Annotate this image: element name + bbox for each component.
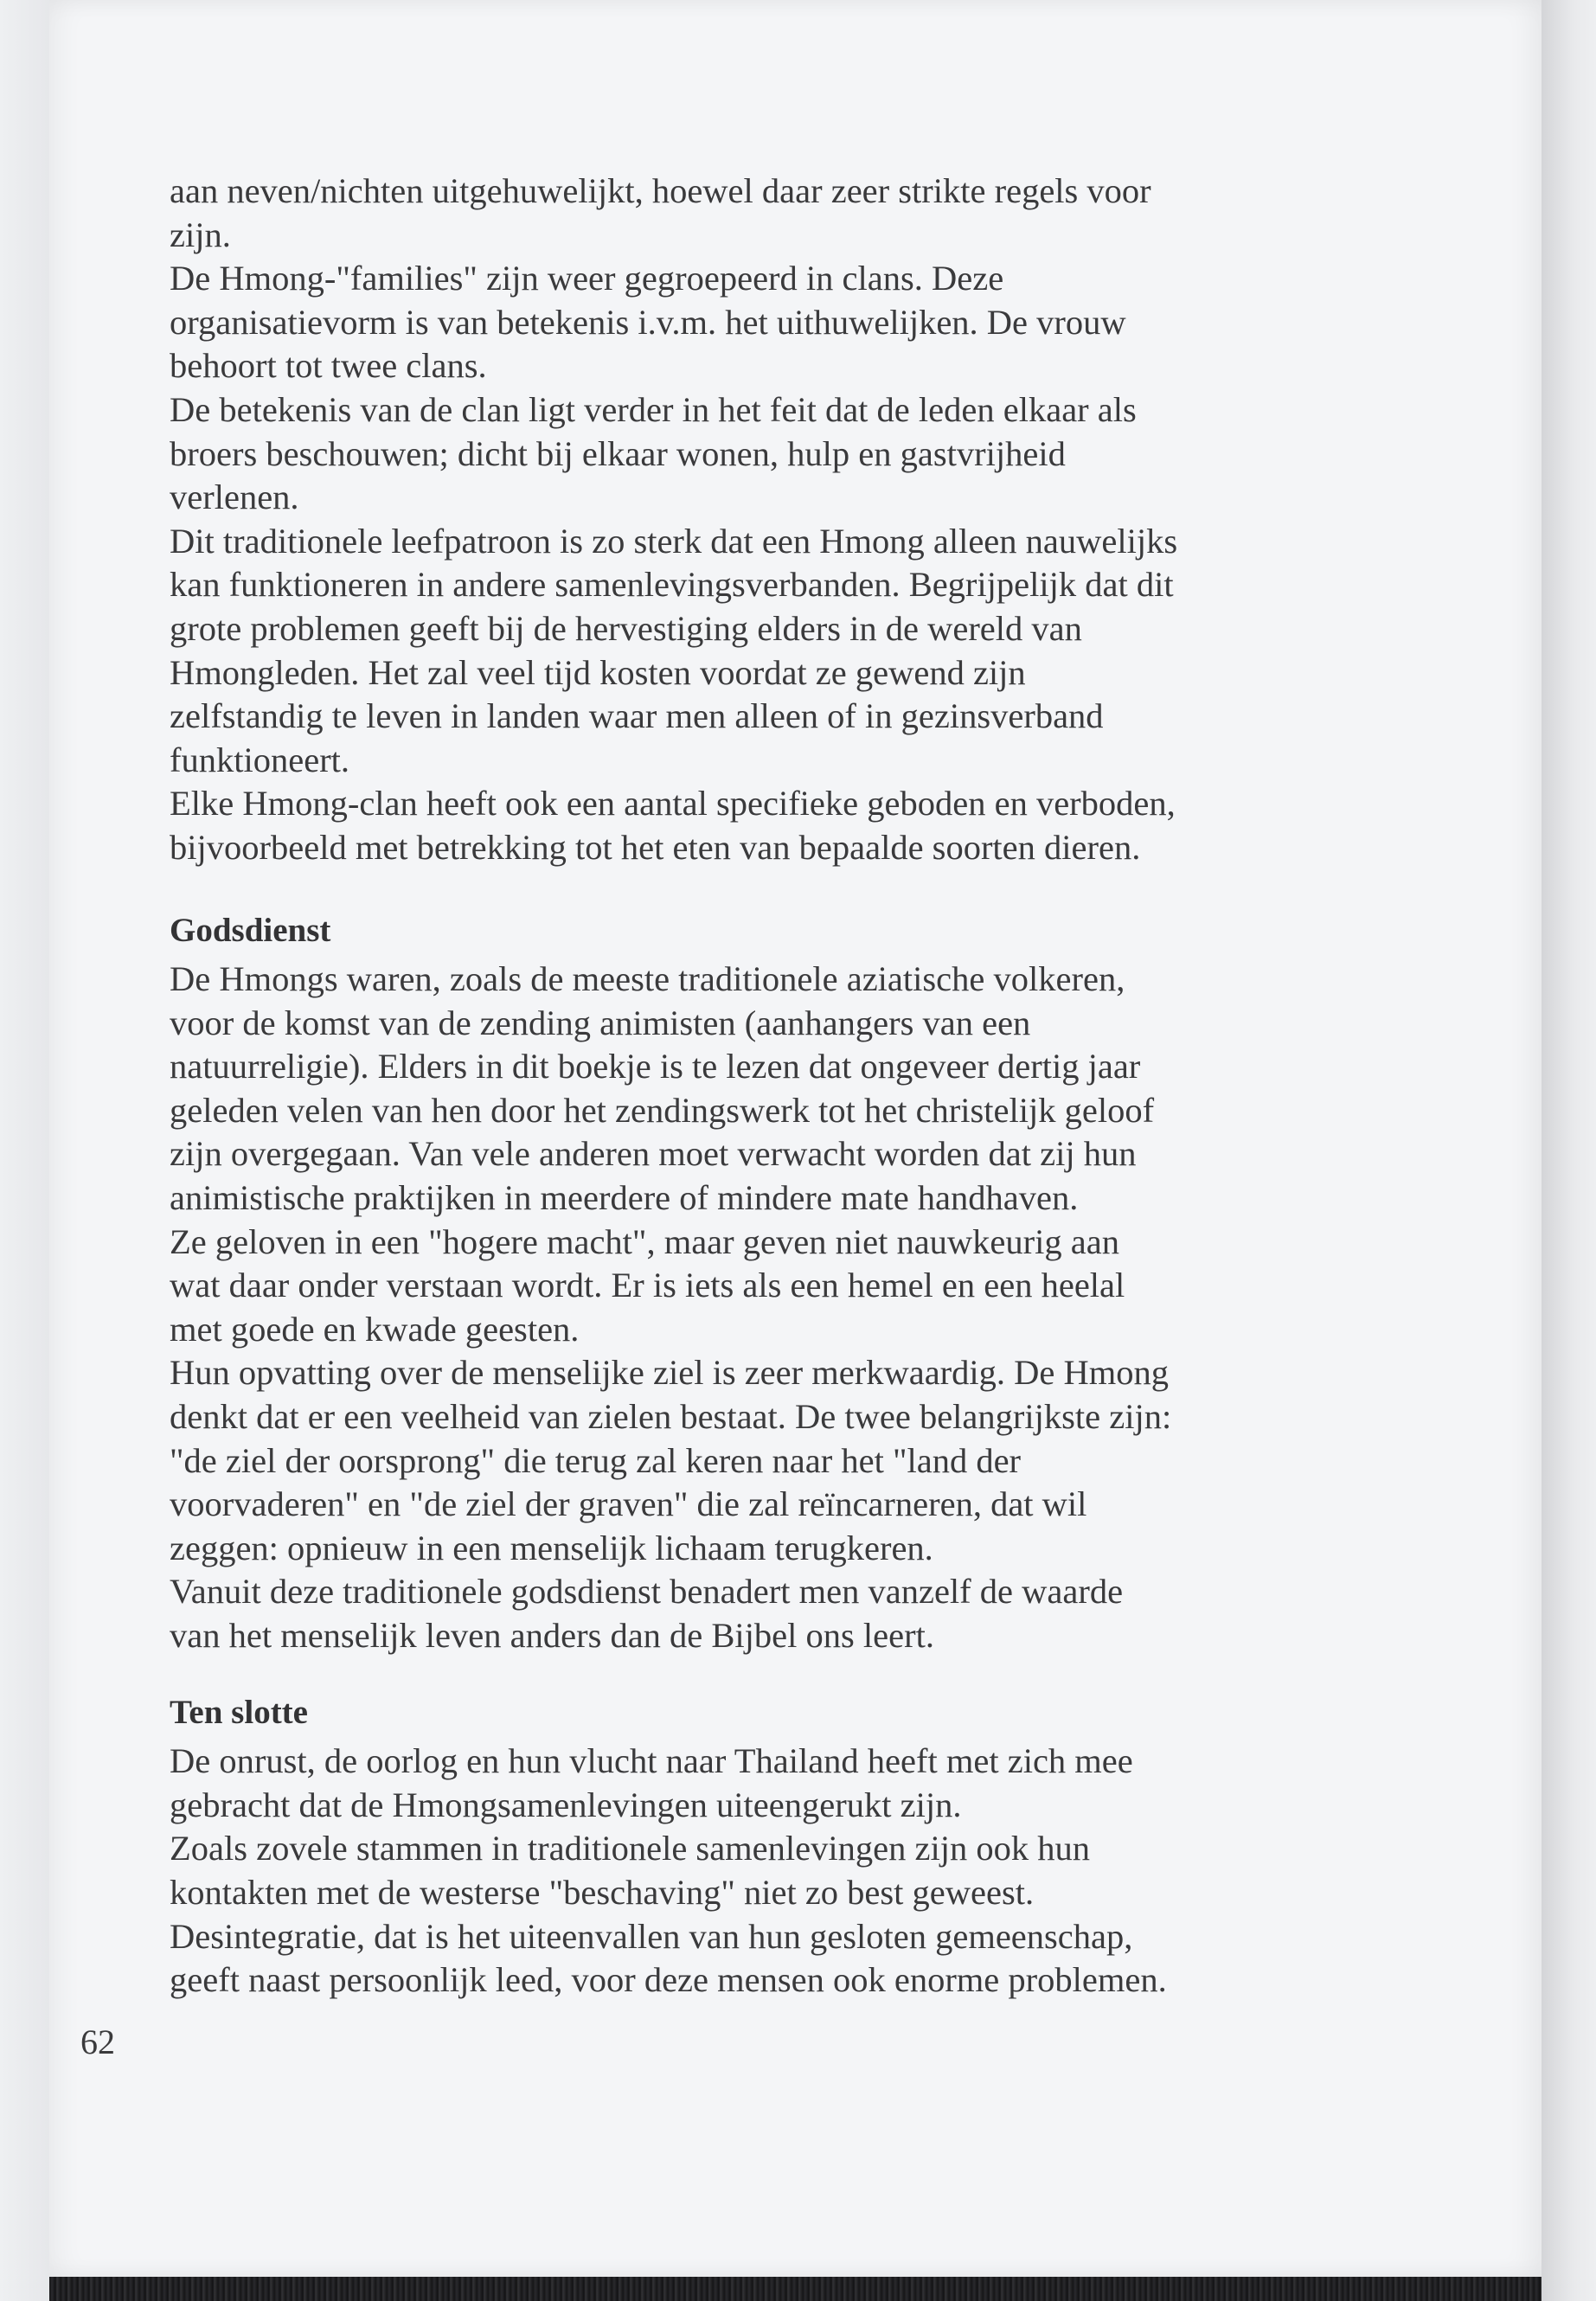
page-text <box>170 170 1433 2003</box>
paragraph: Hun opvatting over de menselijke ziel is zeer merkwaardig. De Hmong denkt dat er een veelheid van zielen bestaat. De twee belangrijkste zijn: "de ziel der oorsprong" die terug zal keren naar het "land der voorvaderen" en "de ziel der graven" die zal reïncarneren, dat wil zeggen: opnieuw in een menselijk lichaam terugkeren. <box>170 1353 1172 1567</box>
section-heading-ten-slotte: Ten slotte <box>170 1693 308 1731</box>
scan-bottom-edge <box>49 2277 1542 2301</box>
paragraph: Elke Hmong-clan heeft ook een aantal specifieke geboden en verboden, bijvoorbeeld met betrekking tot het eten van bepaalde soorten dieren. <box>170 784 1176 867</box>
paragraph: De betekenis van de clan ligt verder in het feit dat de leden elkaar als broers beschouwen; dicht bij elkaar wonen, hulp en gastvrijheid verlenen. <box>170 389 1137 517</box>
paragraph: Desintegratie, dat is het uiteenvallen van hun gesloten gemeenschap, geeft naast persoonlijk leed, voor deze mensen ook enorme problemen. <box>170 1916 1167 2000</box>
right-scan-margin <box>1542 0 1596 2301</box>
paragraph: Dit traditionele leefpatroon is zo sterk dat een Hmong alleen nauwelijks kan funktioneren in andere samenlevingsverbanden. Begrijpelijk dat dit grote problemen geeft bij de hervestiging elders in de wereld van Hmongleden. Het zal veel tijd kosten voordat ze gewend zijn zelfstandig te leven in landen waar men alleen of in gezinsverband funktioneert. <box>170 521 1178 779</box>
left-scan-margin <box>0 0 49 2301</box>
section-heading-godsdienst: Godsdienst <box>170 911 331 949</box>
paragraph: De Hmong-"families" zijn weer gegroepeerd in clans. Deze organisatievorm is van betekenis i.v.m. het uithuwelijken. De vrouw behoort tot twee clans. <box>170 259 1126 386</box>
paragraph: Vanuit deze traditionele godsdienst benadert men vanzelf de waarde van het menselijk leven anders dan de Bijbel ons leert. <box>170 1572 1124 1655</box>
paragraph: Ze geloven in een "hogere macht", maar geven niet nauwkeurig aan wat daar onder verstaan wordt. Er is iets als een hemel en een heelal met goede en kwade geesten. <box>170 1221 1125 1349</box>
paragraph: aan neven/nichten uitgehuwelijkt, hoewel daar zeer strikte regels voor zijn. <box>170 171 1151 254</box>
paragraph: De onrust, de oorlog en hun vlucht naar Thailand heeft met zich mee gebracht dat de Hmongsamenlevingen uiteengerukt zijn. <box>170 1741 1133 1824</box>
paragraph: Zoals zovele stammen in traditionele samenlevingen zijn ook hun kontakten met de westerse "beschaving" niet zo best geweest. <box>170 1829 1090 1912</box>
page-number: 62 <box>80 2022 115 2061</box>
paragraph: De Hmongs waren, zoals de meeste traditionele aziatische volkeren, voor de komst van de zending animisten (aanhangers van een natuurreligie). Elders in dit boekje is te lezen dat ongeveer dertig jaar geleden velen van hen door het zendingswerk tot het christelijk geloof zijn overgegaan. Van vele anderen moet verwacht worden dat zij hun animistische praktijken in meerdere of mindere mate handhaven. <box>170 959 1155 1218</box>
